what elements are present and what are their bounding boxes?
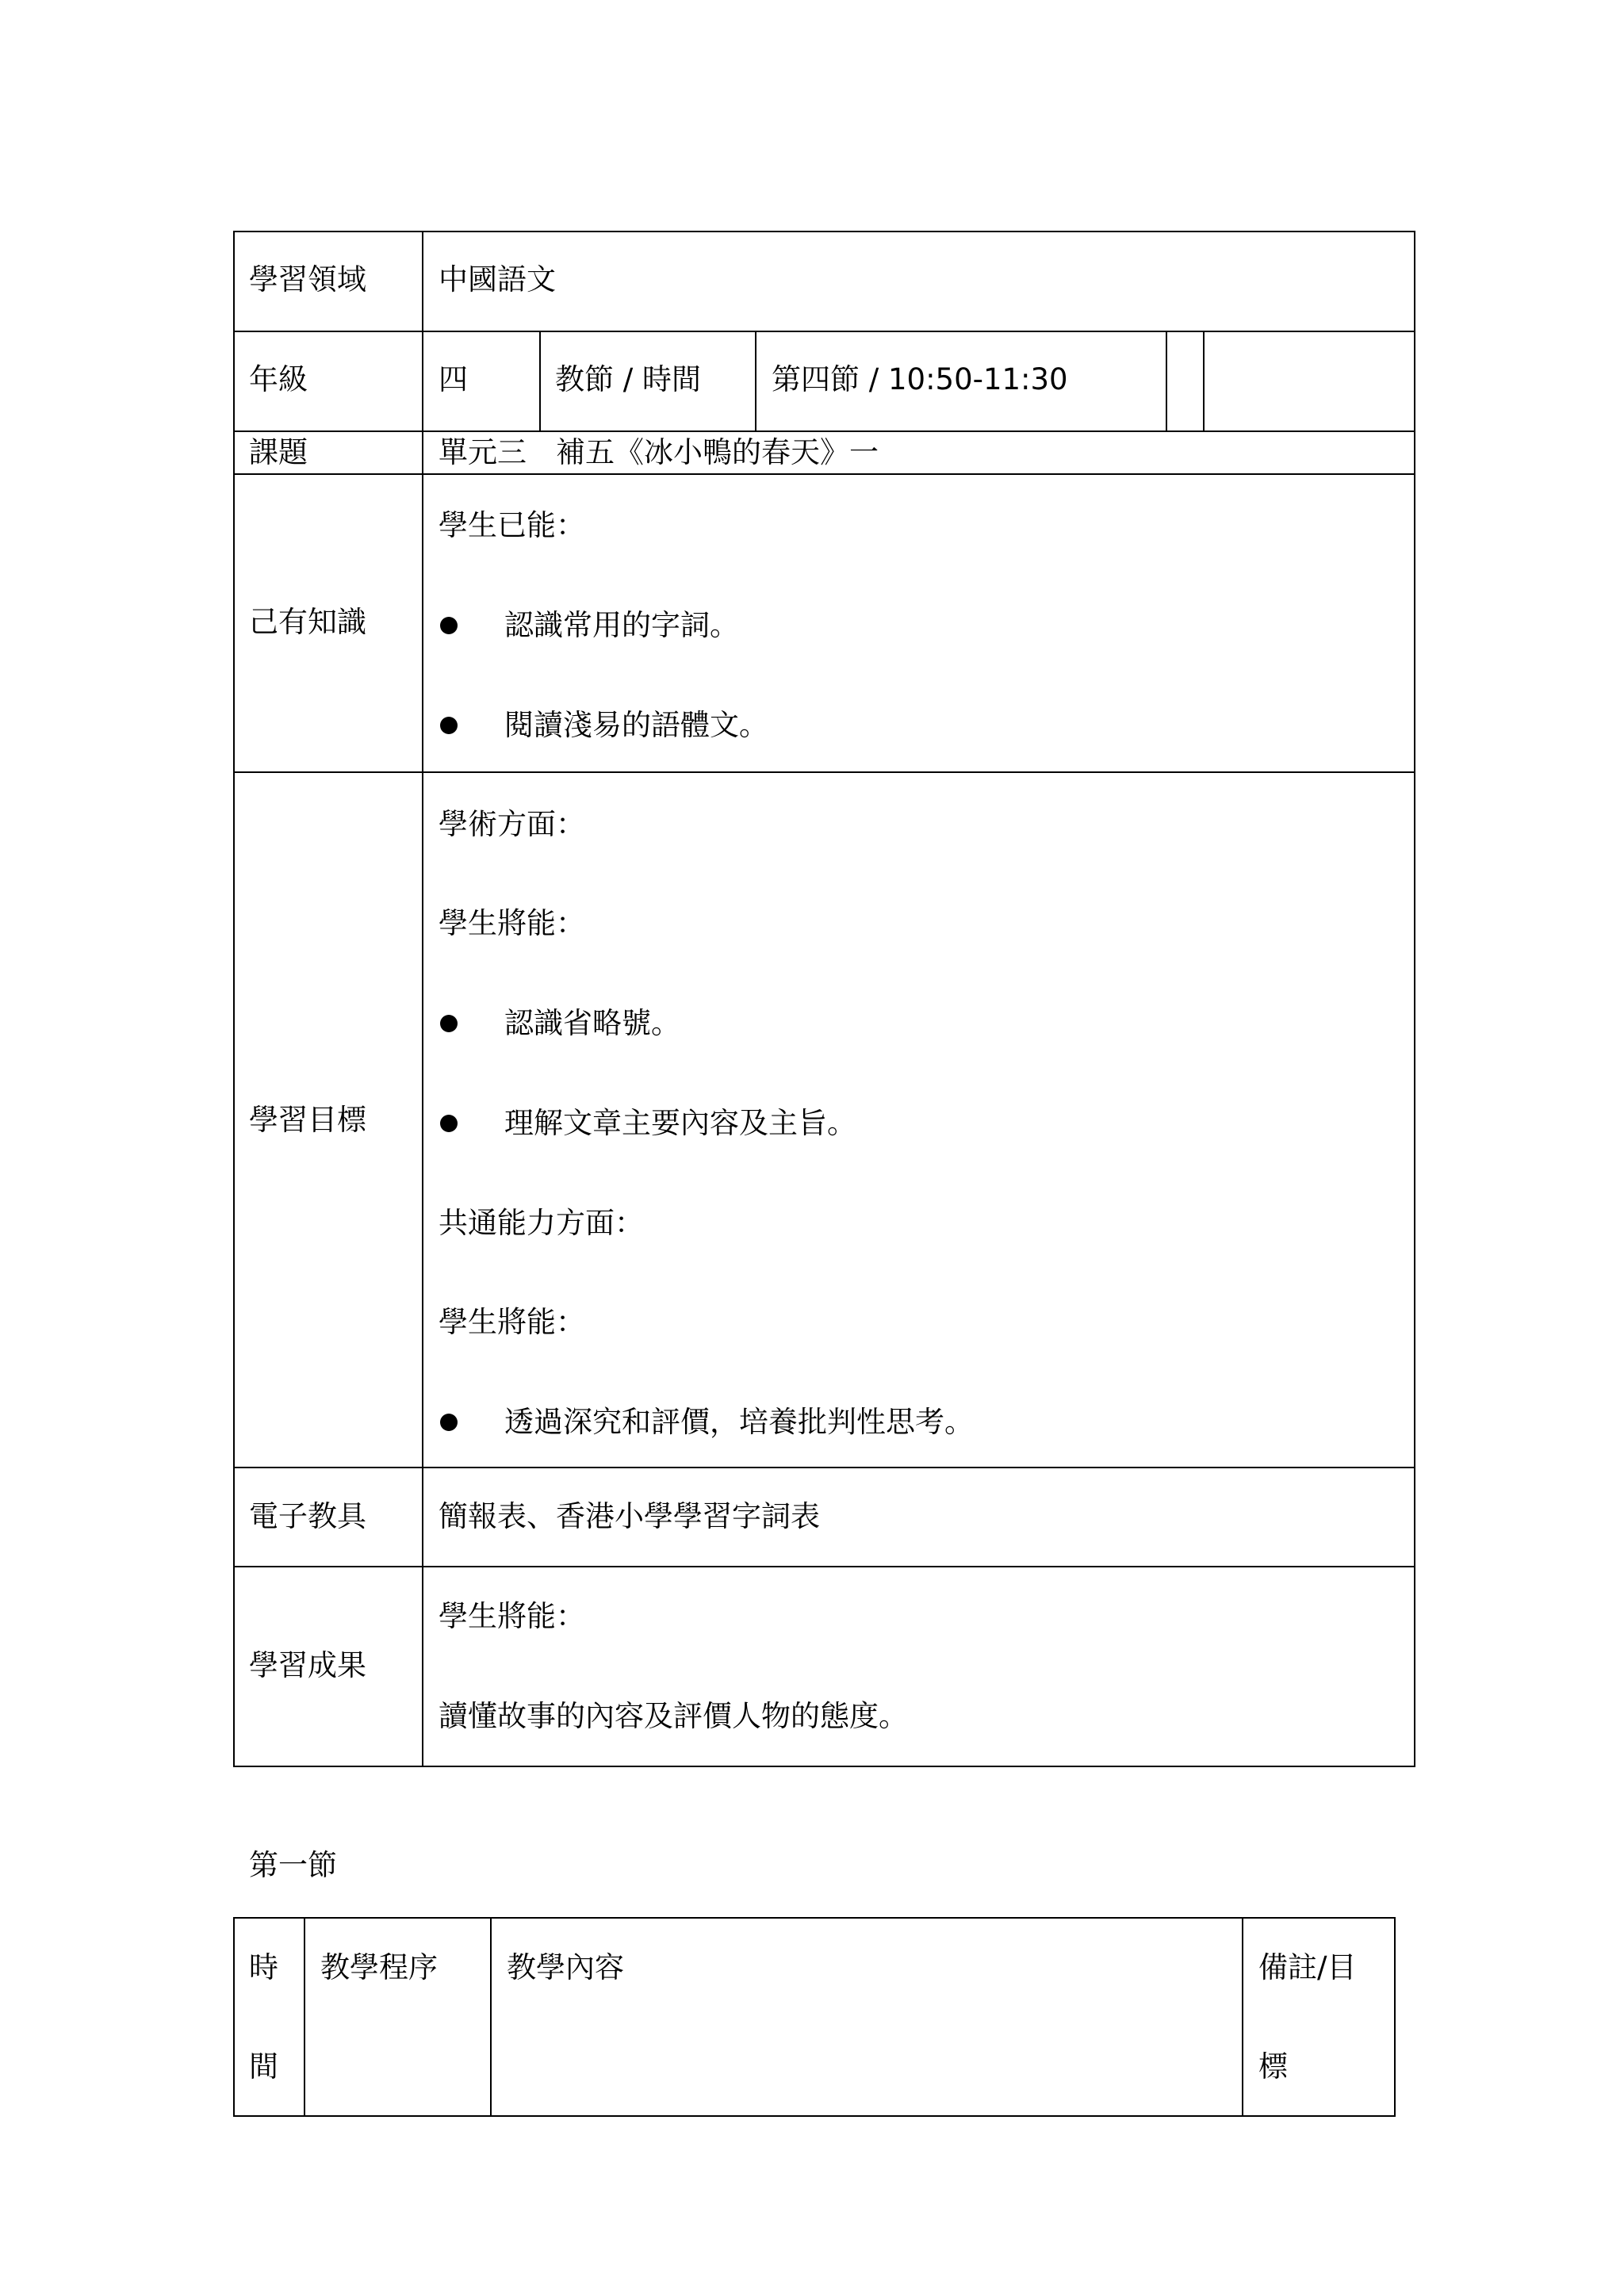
table-rule: [539, 331, 541, 432]
table-rule: [233, 1917, 235, 2117]
bullet-icon: [440, 717, 458, 734]
generic-heading: 共通能力方面：: [439, 1206, 644, 1240]
outcome-value: 讀懂故事的內容及評價人物的態度。: [439, 1699, 908, 1733]
col-time-header-cont: 間: [249, 2049, 278, 2084]
table-rule: [233, 231, 1415, 232]
period-label: 教節 / 時間: [555, 362, 701, 396]
objectives-label: 學習目標: [249, 1103, 366, 1137]
prior-knowledge-label: 己有知識: [249, 605, 366, 639]
etools-value: 簡報表、香港小學學習字詞表: [439, 1499, 820, 1533]
academic-item: 認識省略號。: [504, 1006, 680, 1040]
table-rule: [304, 1917, 305, 2117]
table-rule: [233, 1467, 1415, 1468]
table-rule: [422, 231, 423, 1767]
grade-value: 四: [439, 362, 468, 396]
prior-knowledge-item: 認識常用的字詞。: [504, 608, 739, 642]
col-time-header: 時: [249, 1950, 278, 1984]
generic-intro: 學生將能：: [439, 1305, 585, 1339]
outcome-intro: 學生將能：: [439, 1599, 585, 1633]
col-remarks-header: 備註/目: [1258, 1950, 1357, 1984]
topic-label: 課題: [249, 435, 308, 469]
table-rule: [755, 331, 756, 432]
subject-value: 中國語文: [439, 262, 556, 297]
table-rule: [233, 331, 1415, 332]
prior-knowledge-item: 閱讀淺易的語體文。: [504, 708, 768, 742]
table-rule: [233, 231, 235, 1767]
subject-label: 學習領域: [249, 262, 366, 297]
table-rule: [1166, 331, 1167, 432]
topic-value: 單元三 補五《冰小鴨的春天》一: [439, 435, 879, 469]
section-title: 第一節: [249, 1848, 337, 1882]
academic-item: 理解文章主要內容及主旨。: [504, 1106, 856, 1140]
academic-intro: 學生將能：: [439, 906, 585, 940]
table-rule: [233, 430, 1415, 432]
academic-heading: 學術方面：: [439, 807, 585, 841]
period-value: 第四節 / 10:50-11:30: [772, 362, 1068, 396]
table-rule: [233, 1766, 1415, 1767]
bullet-icon: [440, 1015, 458, 1032]
etools-label: 電子教具: [249, 1499, 366, 1533]
outcome-label: 學習成果: [249, 1648, 366, 1682]
table-rule: [233, 1566, 1415, 1567]
table-rule: [1242, 1917, 1243, 2117]
grade-label: 年級: [249, 362, 308, 396]
table-rule: [1203, 331, 1205, 432]
table-rule: [233, 2115, 1396, 2117]
bullet-icon: [440, 1115, 458, 1132]
generic-item: 透過深究和評價，培養批判性思考。: [504, 1405, 974, 1439]
col-remarks-header-cont: 標: [1258, 2049, 1288, 2084]
col-content-header: 教學內容: [507, 1950, 624, 1984]
bullet-icon: [440, 617, 458, 634]
table-rule: [1394, 1917, 1396, 2117]
table-rule: [233, 771, 1415, 773]
prior-knowledge-intro: 學生已能：: [439, 508, 585, 542]
table-rule: [490, 1917, 492, 2117]
table-rule: [233, 473, 1415, 475]
table-rule: [233, 1917, 1396, 1919]
bullet-icon: [440, 1414, 458, 1431]
col-procedure-header: 教學程序: [320, 1950, 438, 1984]
table-rule: [1414, 231, 1415, 1767]
